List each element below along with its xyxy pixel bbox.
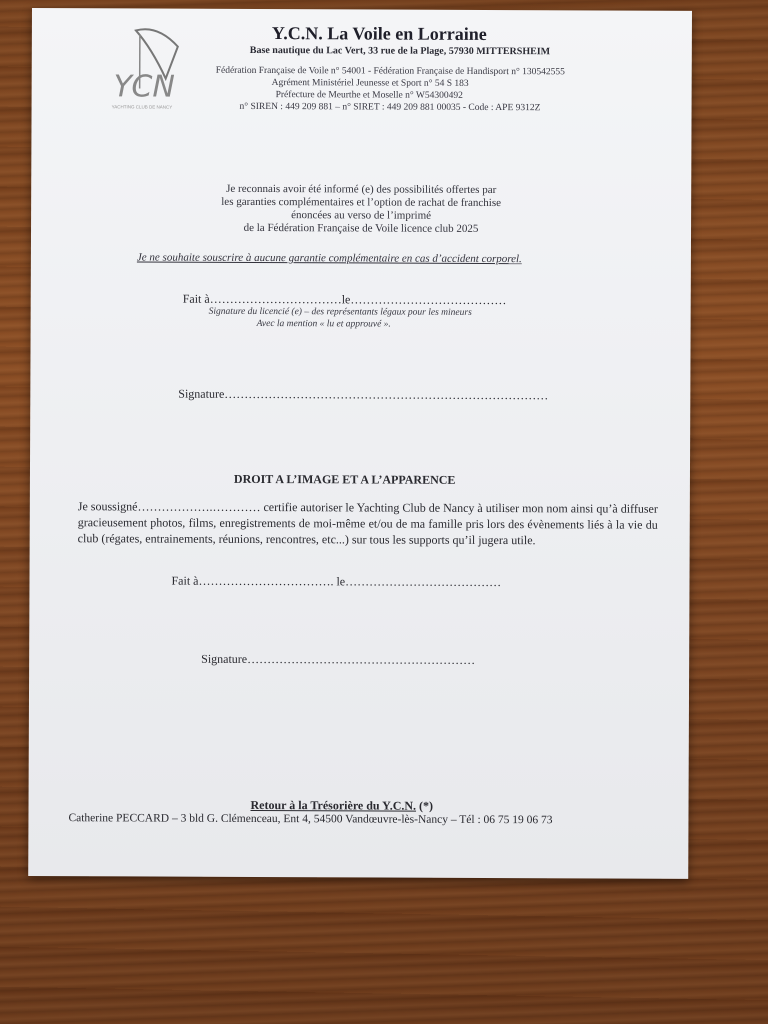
logo-caption: YACHTING CLUB DE NANCY bbox=[111, 104, 173, 110]
info-line-3: énoncées au verso de l’imprimé bbox=[291, 209, 432, 222]
logo-text: YCN bbox=[113, 69, 175, 105]
signature-line-1: Signature……………………………………………………………………… bbox=[178, 386, 549, 403]
header-line-4: n° SIREN : 449 209 881 – n° SIRET : 449 209 881 00035 - Code : APE 9312Z bbox=[239, 101, 541, 114]
signature-line-2: Signature………………………………………………… bbox=[201, 651, 476, 667]
signature-note-2: Avec la mention « lu et approuvé ». bbox=[256, 318, 391, 330]
image-rights-paragraph: Je soussigné……………….………… certifie autoriser le Yachting Club de Nancy à utiliser mon nom ainsi qu’à diffuser gracieusement photos, films, enregistrements de moi-même et/ou de ma famille pris lors des évènements liés à la vie du club (régates, entrainements, réunions, rencontres, etc...) sur tous les supports qu’il jugera utile. bbox=[77, 499, 658, 548]
header-line-1: Fédération Française de Voile n° 54001 - Fédération Française de Handisport n° 130542555 bbox=[215, 65, 565, 78]
club-address: Base nautique du Lac Vert, 33 rue de la Plage, 57930 MITTERSHEIM bbox=[249, 44, 551, 58]
fait-line-2: Fait à……………………………. le………………………………… bbox=[171, 573, 502, 590]
return-label: Retour à la Trésorière du Y.C.N. bbox=[250, 797, 417, 813]
document-page bbox=[28, 8, 692, 879]
info-line-2: les garanties complémentaires et l’option de rachat de franchise bbox=[221, 195, 502, 210]
ycn-logo bbox=[106, 18, 188, 114]
info-line-4: de la Fédération Française de Voile licence club 2025 bbox=[243, 221, 479, 235]
header-line-2: Agrément Ministériel Jeunesse et Sport n° 54 S 183 bbox=[271, 78, 469, 89]
signature-note-1: Signature du licencié (e) – des représentants légaux pour les mineurs bbox=[208, 306, 472, 318]
club-title: Y.C.N. La Voile en Lorraine bbox=[271, 23, 487, 44]
treasurer-contact: Catherine PECCARD – 3 bld G. Clémenceau, Ent 4, 54500 Vandœuvre-lès-Nancy – Tél : 06 75 19 06 73 bbox=[68, 812, 553, 827]
header-line-3: Préfecture de Meurthe et Moselle n° W54300492 bbox=[275, 90, 463, 101]
image-rights-heading: DROIT A L’IMAGE ET A L’APPARENCE bbox=[233, 471, 456, 487]
fait-line-1: Fait à……………………………le………………………………… bbox=[182, 291, 507, 308]
return-notice bbox=[250, 798, 433, 814]
declaration-text: Je ne souhaite souscrire à aucune garantie complémentaire en cas d’accident corporel. bbox=[136, 251, 522, 266]
return-mark: (*) bbox=[419, 798, 434, 813]
info-line-1: Je reconnais avoir été informé (e) des possibilités offertes par bbox=[226, 182, 497, 197]
